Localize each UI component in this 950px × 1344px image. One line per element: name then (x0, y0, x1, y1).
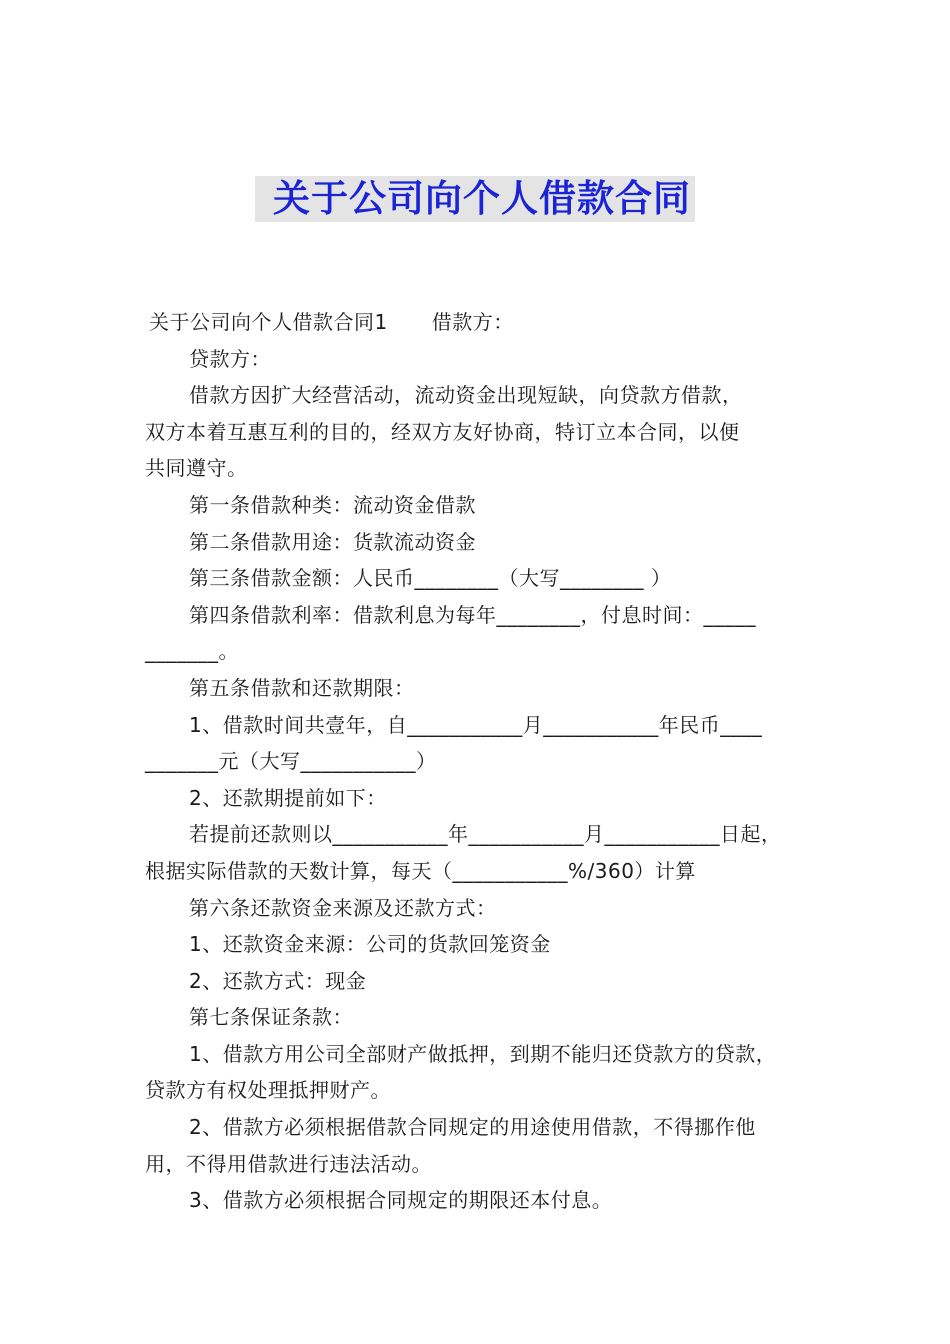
section-heading: 关于公司向个人借款合同1 (149, 310, 388, 334)
paragraph-line: 第七条保证条款： (189, 1005, 353, 1030)
paragraph-line: 2、还款方式：现金 (189, 968, 367, 993)
paragraph-line: 2、借款方必须根据借款合同规定的用途使用借款，不得挪作他 (189, 1115, 756, 1140)
paragraph-line: 第五条借款和还款期限： (189, 675, 415, 700)
paragraph-line: 第四条借款利率：借款利息为每年________，付息时间：_____ (189, 602, 756, 627)
paragraph-line: 3、借款方必须根据合同规定的期限还本付息。 (189, 1188, 613, 1213)
document-title: 关于公司向个人借款合同 (255, 176, 695, 222)
paragraph-line: 贷款方： (189, 346, 271, 371)
paragraph-line: 共同遵守。 (145, 456, 248, 481)
paragraph-line: 1、借款方用公司全部财产做抵押，到期不能归还贷款方的贷款， (189, 1041, 777, 1066)
paragraph-line: 贷款方有权处理抵押财产。 (145, 1078, 391, 1103)
paragraph-line: 2、还款期提前如下： (189, 785, 387, 810)
paragraph-line: 第六条还款资金来源及还款方式： (189, 895, 497, 920)
paragraph-line: 借款方因扩大经营活动，流动资金出现短缺，向贷款方借款， (189, 383, 743, 408)
paragraph-line: 1、还款资金来源：公司的货款回笼资金 (189, 932, 551, 957)
paragraph-line: 根据实际借款的天数计算，每天（___________%/360）计算 (145, 858, 696, 883)
title-container (0, 176, 950, 222)
paragraph-line: 双方本着互惠互利的目的，经双方友好协商，特订立本合同，以便 (145, 419, 740, 444)
paragraph-line: _______。 (145, 639, 239, 664)
borrower-label: 借款方： (431, 310, 514, 334)
paragraph-line: 1、借款时间共壹年，自___________月___________年民币____ (189, 712, 763, 737)
paragraph-line: 用，不得用借款进行违法活动。 (145, 1151, 432, 1176)
paragraph-line: _______元（大写___________） (145, 749, 437, 774)
paragraph-line: 第二条借款用途：货款流动资金 (189, 529, 476, 554)
paragraph-line: 第一条借款种类：流动资金借款 (189, 492, 476, 517)
paragraph-line: 若提前还款则以___________年___________月___________日起， (189, 822, 782, 847)
document-body (145, 304, 813, 1219)
paragraph-line: 第三条借款金额：人民币________（大写________ ） (189, 566, 672, 591)
heading-line (145, 304, 813, 341)
